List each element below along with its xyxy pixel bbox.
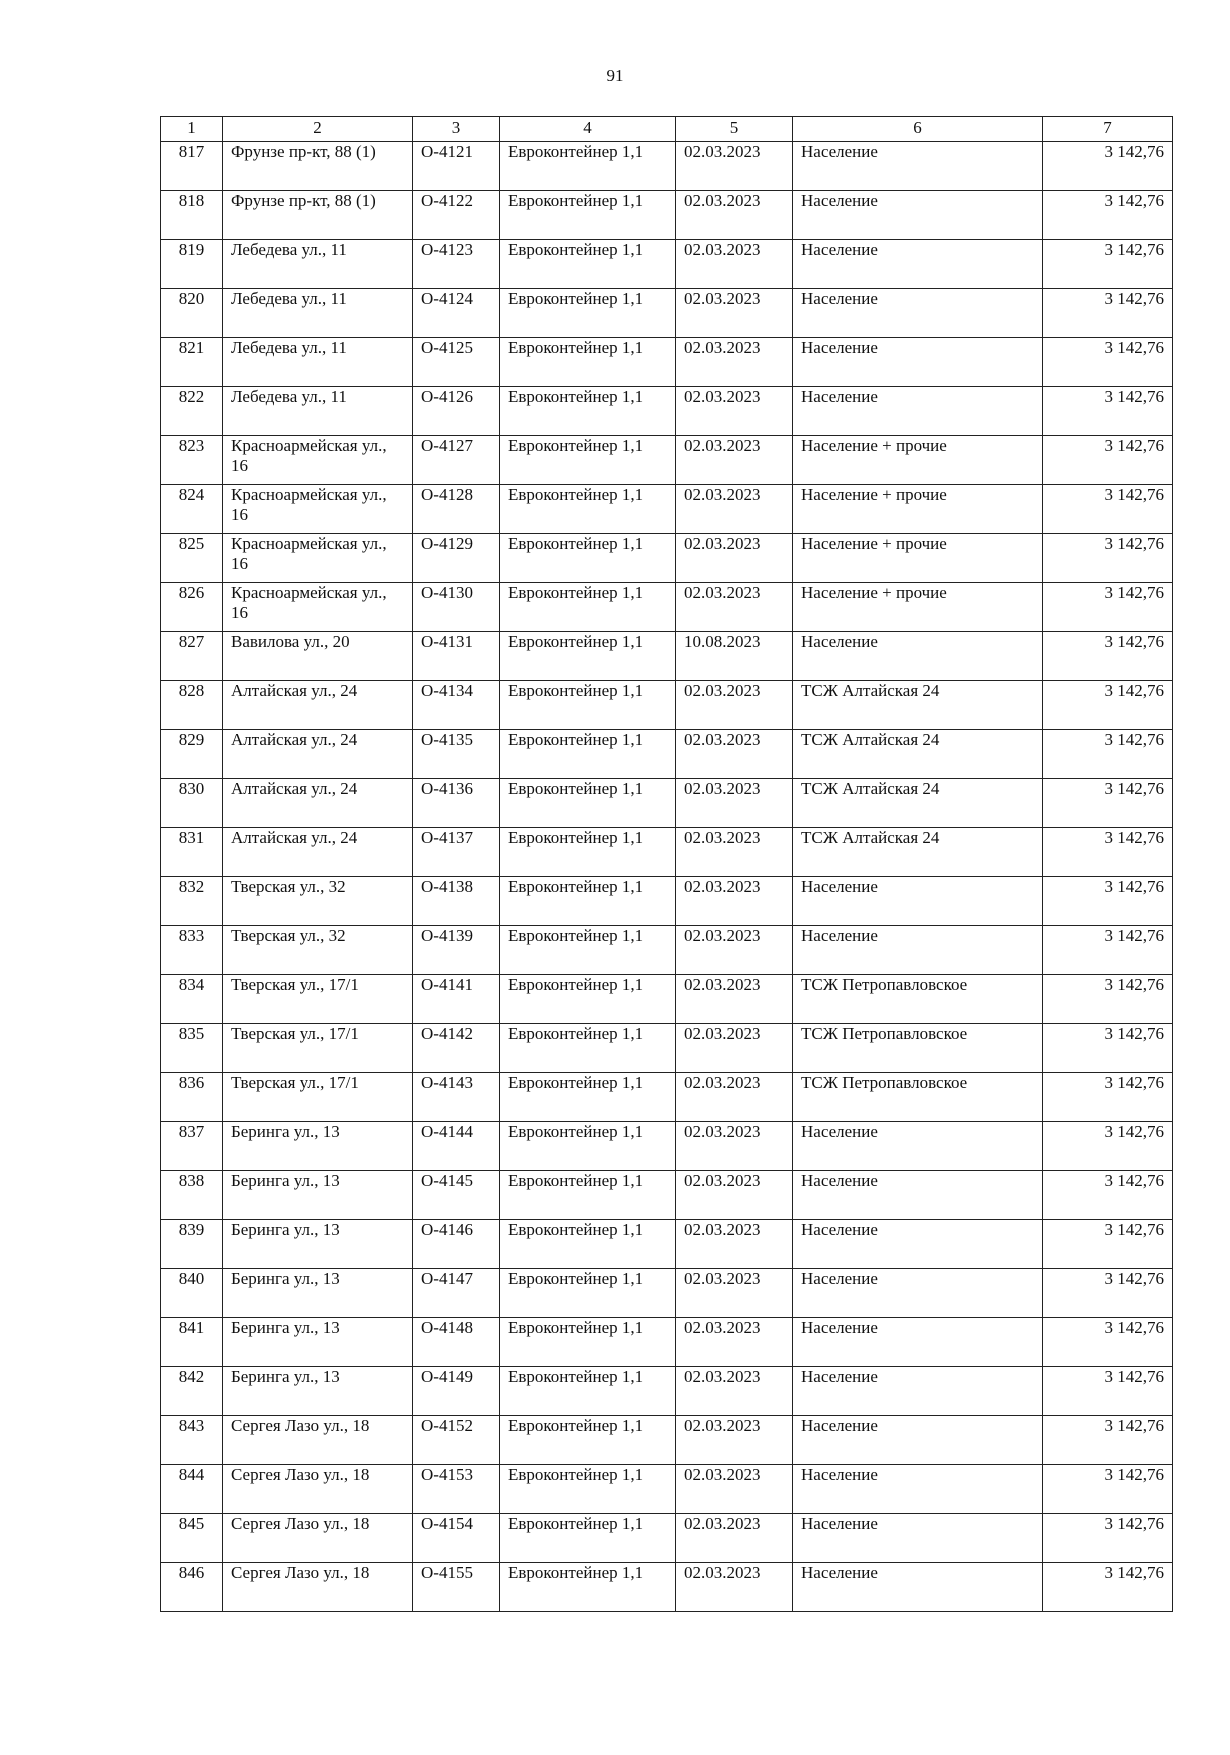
price-cell: 3 142,76 [1043,1563,1173,1612]
row-number: 823 [161,436,223,485]
date-cell: 02.03.2023 [676,730,793,779]
row-number: 822 [161,387,223,436]
address-cell: Беринга ул., 13 [223,1269,413,1318]
row-number: 838 [161,1171,223,1220]
price-cell: 3 142,76 [1043,387,1173,436]
address-cell: Тверская ул., 17/1 [223,975,413,1024]
table-row [161,1073,1173,1122]
date-cell: 02.03.2023 [676,1073,793,1122]
row-number: 828 [161,681,223,730]
row-number: 819 [161,240,223,289]
price-cell: 3 142,76 [1043,1171,1173,1220]
page-number: 91 [606,66,624,85]
date-cell: 02.03.2023 [676,485,793,534]
address-cell: Красноармейская ул., 16 [223,583,413,632]
container-code-cell: О-4134 [413,681,500,730]
row-number: 845 [161,1514,223,1563]
owner-cell: Население [793,1171,1043,1220]
table-row [161,1465,1173,1514]
price-cell: 3 142,76 [1043,1269,1173,1318]
price-cell: 3 142,76 [1043,877,1173,926]
row-number: 826 [161,583,223,632]
date-cell: 02.03.2023 [676,828,793,877]
container-code-cell: О-4152 [413,1416,500,1465]
owner-cell: ТСЖ Петропавловское [793,1073,1043,1122]
table-row [161,1171,1173,1220]
owner-cell: ТСЖ Алтайская 24 [793,730,1043,779]
price-cell: 3 142,76 [1043,1220,1173,1269]
table-row [161,730,1173,779]
table-row [161,926,1173,975]
price-cell: 3 142,76 [1043,1416,1173,1465]
row-number: 836 [161,1073,223,1122]
container-code-cell: О-4155 [413,1563,500,1612]
price-cell: 3 142,76 [1043,681,1173,730]
date-cell: 02.03.2023 [676,1269,793,1318]
address-cell: Лебедева ул., 11 [223,338,413,387]
date-cell: 02.03.2023 [676,779,793,828]
container-code-cell: О-4146 [413,1220,500,1269]
row-number: 829 [161,730,223,779]
owner-cell: ТСЖ Петропавловское [793,975,1043,1024]
price-cell: 3 142,76 [1043,191,1173,240]
table-row [161,1220,1173,1269]
header-cell: 3 [413,117,500,142]
address-cell: Тверская ул., 17/1 [223,1073,413,1122]
address-cell: Алтайская ул., 24 [223,730,413,779]
container-code-cell: О-4144 [413,1122,500,1171]
container-code-cell: О-4142 [413,1024,500,1073]
container-type-cell: Евроконтейнер 1,1 [500,1563,676,1612]
container-code-cell: О-4145 [413,1171,500,1220]
date-cell: 02.03.2023 [676,1171,793,1220]
container-type-cell: Евроконтейнер 1,1 [500,289,676,338]
container-type-cell: Евроконтейнер 1,1 [500,338,676,387]
container-code-cell: О-4149 [413,1367,500,1416]
date-cell: 02.03.2023 [676,1024,793,1073]
date-cell: 02.03.2023 [676,240,793,289]
date-cell: 02.03.2023 [676,877,793,926]
container-code-cell: О-4126 [413,387,500,436]
row-number: 827 [161,632,223,681]
row-number: 817 [161,142,223,191]
date-cell: 02.03.2023 [676,191,793,240]
owner-cell: Население [793,1318,1043,1367]
container-type-cell: Евроконтейнер 1,1 [500,534,676,583]
table-row [161,779,1173,828]
price-cell: 3 142,76 [1043,730,1173,779]
date-cell: 02.03.2023 [676,289,793,338]
container-code-cell: О-4130 [413,583,500,632]
table-row [161,975,1173,1024]
row-number: 837 [161,1122,223,1171]
owner-cell: Население [793,1269,1043,1318]
price-cell: 3 142,76 [1043,926,1173,975]
container-type-cell: Евроконтейнер 1,1 [500,1024,676,1073]
address-cell: Фрунзе пр-кт, 88 (1) [223,191,413,240]
date-cell: 02.03.2023 [676,975,793,1024]
table-row [161,1024,1173,1073]
container-type-cell: Евроконтейнер 1,1 [500,485,676,534]
owner-cell: Население + прочие [793,436,1043,485]
price-cell: 3 142,76 [1043,1465,1173,1514]
table-row [161,1367,1173,1416]
container-type-cell: Евроконтейнер 1,1 [500,1367,676,1416]
price-cell: 3 142,76 [1043,436,1173,485]
row-number: 844 [161,1465,223,1514]
date-cell: 02.03.2023 [676,926,793,975]
container-code-cell: О-4128 [413,485,500,534]
table-row [161,1269,1173,1318]
address-cell: Беринга ул., 13 [223,1171,413,1220]
address-cell: Сергея Лазо ул., 18 [223,1563,413,1612]
container-type-cell: Евроконтейнер 1,1 [500,1416,676,1465]
container-code-cell: О-4121 [413,142,500,191]
table-row [161,534,1173,583]
container-type-cell: Евроконтейнер 1,1 [500,142,676,191]
container-code-cell: О-4141 [413,975,500,1024]
address-cell: Алтайская ул., 24 [223,681,413,730]
container-code-cell: О-4136 [413,779,500,828]
date-cell: 02.03.2023 [676,1122,793,1171]
row-number: 835 [161,1024,223,1073]
table-row [161,485,1173,534]
container-code-cell: О-4127 [413,436,500,485]
date-cell: 02.03.2023 [676,387,793,436]
owner-cell: Население [793,289,1043,338]
owner-cell: Население [793,191,1043,240]
owner-cell: Население [793,338,1043,387]
address-cell: Фрунзе пр-кт, 88 (1) [223,142,413,191]
price-cell: 3 142,76 [1043,1318,1173,1367]
date-cell: 02.03.2023 [676,1220,793,1269]
container-code-cell: О-4154 [413,1514,500,1563]
container-type-cell: Евроконтейнер 1,1 [500,681,676,730]
address-cell: Тверская ул., 32 [223,877,413,926]
price-cell: 3 142,76 [1043,142,1173,191]
container-code-cell: О-4139 [413,926,500,975]
row-number: 846 [161,1563,223,1612]
date-cell: 02.03.2023 [676,1465,793,1514]
container-code-cell: О-4143 [413,1073,500,1122]
row-number: 824 [161,485,223,534]
price-cell: 3 142,76 [1043,1122,1173,1171]
header-cell: 2 [223,117,413,142]
container-type-cell: Евроконтейнер 1,1 [500,436,676,485]
container-type-cell: Евроконтейнер 1,1 [500,1269,676,1318]
price-cell: 3 142,76 [1043,240,1173,289]
price-cell: 3 142,76 [1043,632,1173,681]
container-type-cell: Евроконтейнер 1,1 [500,387,676,436]
row-number: 843 [161,1416,223,1465]
address-cell: Сергея Лазо ул., 18 [223,1465,413,1514]
container-type-cell: Евроконтейнер 1,1 [500,1465,676,1514]
price-cell: 3 142,76 [1043,534,1173,583]
price-cell: 3 142,76 [1043,975,1173,1024]
header-cell: 5 [676,117,793,142]
container-code-cell: О-4153 [413,1465,500,1514]
container-type-cell: Евроконтейнер 1,1 [500,1073,676,1122]
owner-cell: Население [793,142,1043,191]
address-cell: Тверская ул., 32 [223,926,413,975]
row-number: 833 [161,926,223,975]
price-cell: 3 142,76 [1043,1024,1173,1073]
table-row [161,436,1173,485]
container-registry-table [160,116,1173,1612]
container-code-cell: О-4129 [413,534,500,583]
owner-cell: Население + прочие [793,534,1043,583]
date-cell: 02.03.2023 [676,1367,793,1416]
container-code-cell: О-4123 [413,240,500,289]
table-row [161,1514,1173,1563]
price-cell: 3 142,76 [1043,828,1173,877]
row-number: 831 [161,828,223,877]
row-number: 834 [161,975,223,1024]
owner-cell: Население [793,1416,1043,1465]
table-row [161,1563,1173,1612]
container-type-cell: Евроконтейнер 1,1 [500,1220,676,1269]
table-row [161,240,1173,289]
container-code-cell: О-4124 [413,289,500,338]
owner-cell: Население [793,387,1043,436]
price-cell: 3 142,76 [1043,1514,1173,1563]
owner-cell: Население [793,240,1043,289]
price-cell: 3 142,76 [1043,338,1173,387]
address-cell: Лебедева ул., 11 [223,387,413,436]
row-number: 820 [161,289,223,338]
owner-cell: Население [793,926,1043,975]
address-cell: Сергея Лазо ул., 18 [223,1416,413,1465]
container-type-cell: Евроконтейнер 1,1 [500,1318,676,1367]
container-code-cell: О-4138 [413,877,500,926]
container-code-cell: О-4148 [413,1318,500,1367]
address-cell: Алтайская ул., 24 [223,779,413,828]
date-cell: 10.08.2023 [676,632,793,681]
container-type-cell: Евроконтейнер 1,1 [500,730,676,779]
row-number: 842 [161,1367,223,1416]
table-row [161,338,1173,387]
container-code-cell: О-4125 [413,338,500,387]
address-cell: Лебедева ул., 11 [223,240,413,289]
row-number: 841 [161,1318,223,1367]
owner-cell: Население [793,1465,1043,1514]
header-cell: 6 [793,117,1043,142]
table-row [161,828,1173,877]
table-row [161,387,1173,436]
date-cell: 02.03.2023 [676,1563,793,1612]
table-row [161,1318,1173,1367]
header-cell: 7 [1043,117,1173,142]
price-cell: 3 142,76 [1043,1367,1173,1416]
owner-cell: Население [793,877,1043,926]
container-code-cell: О-4131 [413,632,500,681]
owner-cell: Население [793,1367,1043,1416]
date-cell: 02.03.2023 [676,534,793,583]
address-cell: Алтайская ул., 24 [223,828,413,877]
address-cell: Беринга ул., 13 [223,1220,413,1269]
container-type-cell: Евроконтейнер 1,1 [500,1171,676,1220]
date-cell: 02.03.2023 [676,681,793,730]
table-row [161,632,1173,681]
row-number: 821 [161,338,223,387]
address-cell: Красноармейская ул., 16 [223,436,413,485]
owner-cell: Население [793,1220,1043,1269]
header-cell: 4 [500,117,676,142]
date-cell: 02.03.2023 [676,1514,793,1563]
date-cell: 02.03.2023 [676,436,793,485]
table-row [161,877,1173,926]
owner-cell: Население + прочие [793,485,1043,534]
container-type-cell: Евроконтейнер 1,1 [500,975,676,1024]
address-cell: Лебедева ул., 11 [223,289,413,338]
price-cell: 3 142,76 [1043,779,1173,828]
container-type-cell: Евроконтейнер 1,1 [500,828,676,877]
container-type-cell: Евроконтейнер 1,1 [500,191,676,240]
container-type-cell: Евроконтейнер 1,1 [500,583,676,632]
row-number: 839 [161,1220,223,1269]
container-code-cell: О-4122 [413,191,500,240]
row-number: 825 [161,534,223,583]
container-type-cell: Евроконтейнер 1,1 [500,1122,676,1171]
container-type-cell: Евроконтейнер 1,1 [500,926,676,975]
date-cell: 02.03.2023 [676,142,793,191]
address-cell: Красноармейская ул., 16 [223,534,413,583]
table-row [161,1122,1173,1171]
price-cell: 3 142,76 [1043,485,1173,534]
owner-cell: Население [793,632,1043,681]
address-cell: Тверская ул., 17/1 [223,1024,413,1073]
owner-cell: ТСЖ Алтайская 24 [793,828,1043,877]
row-number: 832 [161,877,223,926]
date-cell: 02.03.2023 [676,338,793,387]
date-cell: 02.03.2023 [676,583,793,632]
table-row [161,289,1173,338]
address-cell: Сергея Лазо ул., 18 [223,1514,413,1563]
address-cell: Беринга ул., 13 [223,1318,413,1367]
container-type-cell: Евроконтейнер 1,1 [500,1514,676,1563]
address-cell: Красноармейская ул., 16 [223,485,413,534]
table-row [161,1416,1173,1465]
price-cell: 3 142,76 [1043,583,1173,632]
container-code-cell: О-4137 [413,828,500,877]
owner-cell: ТСЖ Алтайская 24 [793,681,1043,730]
container-code-cell: О-4135 [413,730,500,779]
row-number: 818 [161,191,223,240]
owner-cell: Население + прочие [793,583,1043,632]
owner-cell: Население [793,1122,1043,1171]
owner-cell: Население [793,1563,1043,1612]
date-cell: 02.03.2023 [676,1318,793,1367]
address-cell: Беринга ул., 13 [223,1367,413,1416]
price-cell: 3 142,76 [1043,289,1173,338]
row-number: 840 [161,1269,223,1318]
table-row [161,681,1173,730]
date-cell: 02.03.2023 [676,1416,793,1465]
table-row [161,191,1173,240]
row-number: 830 [161,779,223,828]
owner-cell: ТСЖ Алтайская 24 [793,779,1043,828]
price-cell: 3 142,76 [1043,1073,1173,1122]
table-header-row [161,117,1173,142]
address-cell: Вавилова ул., 20 [223,632,413,681]
header-cell: 1 [161,117,223,142]
table-row [161,583,1173,632]
container-code-cell: О-4147 [413,1269,500,1318]
table-row [161,142,1173,191]
owner-cell: ТСЖ Петропавловское [793,1024,1043,1073]
container-type-cell: Евроконтейнер 1,1 [500,632,676,681]
container-type-cell: Евроконтейнер 1,1 [500,779,676,828]
owner-cell: Население [793,1514,1043,1563]
container-type-cell: Евроконтейнер 1,1 [500,240,676,289]
container-type-cell: Евроконтейнер 1,1 [500,877,676,926]
address-cell: Беринга ул., 13 [223,1122,413,1171]
